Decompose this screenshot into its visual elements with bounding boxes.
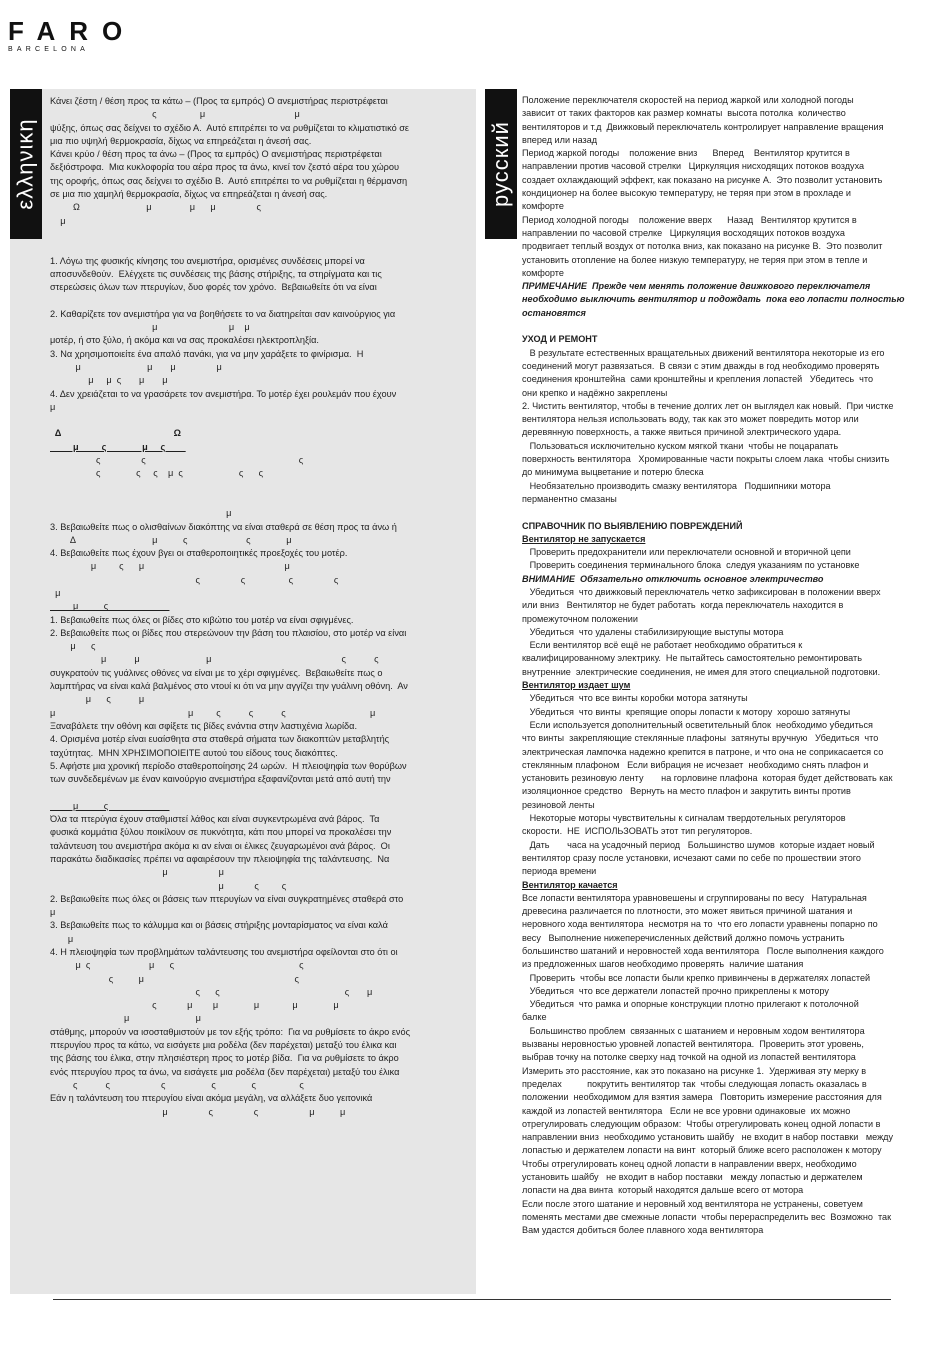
text-line: φυσικά κομμάτια ξύλου ποικίλουν σε πυκνότητα, κάτι που μπορεί να προκαλέσει την [50,827,392,838]
text-line: μ [50,215,66,226]
text-line: μοτέρ, ή στο ξύλο, ή ακόμα και να σας προκαλέσει ηλεκτροπληξία. [50,335,319,346]
text-line: Если вентилятор всё ещё не работает необходимо обратиться к [522,640,803,651]
blank-line [522,320,938,333]
text-line: μ [50,907,56,918]
text-line: ψύξης, όπως σας δείχνει το σχέδιο Α. Αυτό επιτρέπει το να ρυθμίζεται το κλιματιστικό σε [50,122,410,133]
text-line: продвигает теплый воздух от потолка вниз, как показано на рисунке В. Это позволит [522,241,883,252]
blank-line [50,786,470,799]
russian-tab-label: русский [488,121,514,207]
text-line: Κάνει ζέστη / θέση προς τα κάτω – (Προς τα εμπρός) Ο ανεμιστήρας περιστρέφεται [50,96,388,106]
text-line: деревянную поверхность, а также явиться причиной электрического удара. [522,427,842,438]
text-line: λαμπτήρας να είναι καλά βαλμένος στο ντουί κι ότι να μην αγγίζει την γυάλινη οθόνη. Αν [50,681,408,692]
text-line: вентилятора нельзя использовать воду, так как это может повредить мотор или [522,414,859,425]
text-line: 4. Βεβαιωθείτε πως έχουν βγει οι σταθεροποιητικές προεξοχές του μοτέρ. [50,548,348,559]
text-line: соединения кронштейна сами кронштейны и крепления лопастей Убедитесь что [522,374,874,385]
text-line: резиновой ленты [522,799,595,810]
text-line: Убедиться что движковый переключатель четко зафиксирован в положении вверх [522,586,881,597]
text-line: поменять местами две смежные лопасти чтобы перераспределить вес Возможно так [522,1211,892,1222]
russian-text-body [522,94,938,1238]
text-line: 1. Λόγω της φυσικής κίνησης του ανεμιστήρα, ορισμένες συνδέσεις μπορεί να [50,255,365,266]
blank-line [50,414,470,427]
blank-line [50,494,470,507]
text-line: комфорте [522,201,564,212]
text-line: Δ Ω [50,428,182,439]
text-line: Ω μ μ μ ς [50,202,261,213]
text-line: Вентилятор издает шум [522,680,631,691]
text-line: μ [50,933,74,944]
text-line: Κάνει κρύο / θέση προς τα άνω – (Προς τα εμπρός) Ο ανεμιστήρας περιστρέφεται [50,149,382,160]
text-line: отрегулировать следующим образом: Чтобы отрегулировать конец одной лопасти в [522,1118,881,1129]
text-line: Пользоваться исключительно куском мягкой ткани чтобы не поцарапать [522,440,839,451]
text-line: большинство шатаний и неровностей хода вентилятора После выполнения каждого [522,946,884,956]
text-line: внутренние электрические соединения, не имея для этого специальной подготовки. [522,666,881,677]
text-line: они крепко и надёжно закреплены [522,387,668,398]
blank-line [50,228,470,241]
text-line: Проверить соединения терминального блока следуя указаниям по установке [522,560,860,571]
text-line: μ ς ς [50,880,287,891]
text-line: неровного хода вентилятора несмотря на то что его лопасти уравнены попарно по [522,919,878,930]
text-line: ς ς ς μ ς ς ς [50,468,264,479]
text-line: Проверить чтобы все лопасти были крепко привинчены в держателях лопастей [522,972,871,983]
text-line: остановятся [522,307,586,318]
text-line: положении необходимом для взятия замера Повторить измерение расстояния для [522,1092,882,1103]
text-line: из предложенных шагов необходимо проверять наличие шатания [522,959,804,970]
blank-line [50,241,470,254]
text-line: соединений могут развязаться. В связи с этим дважды в год необходимо проверять [522,360,880,371]
text-line: ς ς ς [50,455,304,466]
text-line: στάθμης, μπορούν να ισοσταθμιστούν με τον εξής τρόπο: Για να ρυθμίσετε το άκρο ενός [50,1026,411,1037]
text-line: квалифицированному электрику. Не пытайтесь самостоятельно ремонтировать [522,653,862,664]
text-line: Измерить это расстояние, как это показано на рисунке 1. Удерживая эту мерку в [522,1065,867,1076]
text-line: Вам удастся добиться более плавного хода вентилятора [522,1225,764,1236]
text-line: μ μ μ [50,322,250,333]
text-line: δεξιόστροφα. Μια κυκλοφορία του αέρα προς τα άνω, κινεί τον ζεστό αέρα του χώρου [50,162,400,173]
text-line: 2. Βεβαιωθείτε πως όλες οι βάσεις των πτερυγίων να είναι συγκρατημένες σταθερά στο [50,893,404,904]
text-line: направлении по часовой стрелке Циркуляция восходящих потоков воздуха [522,227,845,238]
text-line: μ ς μ μ [50,561,290,572]
text-line: 4. Ορισμένα μοτέρ είναι ευαίσθητα στα σταθερά σήματα των διακοπτών μεταβλητής [50,734,390,745]
text-line: Чтобы отрегулировать конец одной лопасти в направлении вверх, необходимо [522,1158,857,1169]
text-line: σε μια πιο χαμηλή θερμοκρασία, δίχως να επηρεάζεται η άνεσή σας. [50,189,328,200]
text-line: установить резиновую ленту на горловине плафона которая будет действовать как [522,773,893,784]
text-line: УХОД И РЕМОНТ [522,334,598,345]
text-line: Убедиться что все держатели лопастей прочно прикреплены к мотору [522,985,829,996]
text-line: Убедиться что рамка и опорные конструкции плотно прилегают к потолочной [522,999,859,1010]
text-line: μ [50,587,61,598]
text-line: ς μ μ μ μ μ [50,1000,339,1011]
text-line: весу Выполнение нижеперечисленных действий должно помочь устранить [522,932,845,943]
text-line: скорости. НЕ ИСПОЛЬЗОВАТЬ этот тип регуляторов. [522,826,753,837]
text-line: Если после этого шатание и неровный ход вентилятора не устранены, советуем [522,1198,863,1209]
text-line: поверхность вентилятора Хромированные части покрыты слоем лака чтобы снизить [522,454,890,465]
text-line: Некоторые моторы чувствительны к сигналам твердотельных регуляторов [522,813,846,824]
text-line: стеклянным плафоном Если вибрация не исчезает необходимо снять плафон и [522,759,869,770]
text-line: Εάν η ταλάντευση του πτερυγίου είναι ακόμα μεγάλη, να αλλάξετε δυο γειτονικά [50,1093,373,1104]
russian-language-tab [485,89,517,239]
text-line: каждой из лопастей вентилятора Если не все уровни одинаковые их можно [522,1105,851,1116]
brand-city: BARCELONA [8,46,89,53]
text-line: της οροφής, όπως σας δείχνει το σχέδιο Β. Αυτό επιτρέπει το να ρυθμίζεται η θέρμανση [50,175,408,186]
text-line: ПРИМЕЧАНИЕ Прежде чем менять положение движкового переключателя [522,281,871,292]
text-line: αποσυνδεθούν. Ελέγχετε τις συνδέσεις της βάσης στήριξης, τα στηρίγματα και τις [50,268,382,279]
text-line: вентиляторов и т.д Движковый переключатель контролирует направление вращения [522,121,884,132]
text-line: ς μ ς [50,973,299,984]
text-line: электрическая лампочка надежно крепится в патроне, и что она не соприкасается со [522,746,884,757]
brand-name: FARO [8,16,137,46]
text-line: μ ς [50,641,96,652]
text-line: μ ς ς μ μ [50,1106,346,1117]
text-line: комфорте [522,267,564,278]
text-line: 5. Αφήστε μια χρονική περίοδο σταθεροποίησης 24 ωρών. Η πλειοψηφία των θορύβων [50,760,407,771]
text-line: μ ς μ ς [50,441,186,452]
text-line: στερεώσεις όλων των πτερυγίων, δυο φορές τον χρόνο. Βεβαιωθείτε ότι να είναι [50,282,377,293]
text-line: Период холодной погоды положение вверх Назад Вентилятор крутится в [522,214,857,225]
text-line: 3. Βεβαιωθείτε πως το κάλυμμα και οι βάσεις στήριξης μονταρίσματος να είναι καλά [50,920,388,931]
text-line: Ξαναβάλετε την οθόνη και σφίξετε τις βίδες ενάντια στην λαστιχένια λωρίδα. [50,720,358,731]
text-line: Όλα τα πτερύγια έχουν σταθμιστεί λάθος και είναι συγκεντρωμένα ανά βάρος. Τα [50,814,380,825]
text-line: μ μ [50,1013,201,1024]
text-line: Убедиться что винты крепящие опоры лопасти к мотору хорошо затянуты [522,706,851,717]
text-line: древесина различается по плотности, это может явиться причиной шатания и [522,906,853,917]
text-line: 3. Να χρησιμοποιείτε ένα απαλό πανάκι, για να μην χαράξετε το φινίρισμα. Η [50,348,364,359]
text-line: лопастью и держателем лопасти на винт который ближе всего расположен к мотору [522,1145,882,1156]
text-line: Убедиться что удалены стабилизирующие выступы мотора [522,626,784,637]
text-line: μ ς [50,800,170,811]
text-line: 3. Βεβαιωθείτε πως ο ολισθαίνων διακόπτης να είναι σταθερά σε θέση προς τα άνω ή [50,521,397,532]
text-line: μ μ ς ς ς μ [50,707,376,718]
text-line: μ ς μ ς ς [50,960,304,971]
text-line: μ [50,401,56,412]
text-line: ταλάντευση του ανεμιστήρα ακόμα κι αν είναι οι έλικες ζευγαρωμένοι ανά βάρος. Οι [50,840,390,851]
text-line: μ μ ς μ μ [50,375,168,386]
text-line: Необязательно производить смазку вентилятора Подшипники мотора [522,480,831,491]
text-line: μ μ μ ς ς [50,654,379,665]
text-line: 4. Δεν χρειάζεται το να γρασάρετε τον ανεμιστήρα. Το μοτέρ έχει ρουλεμάν που έχουν [50,388,397,399]
blank-line [50,481,470,494]
blank-line [50,294,470,307]
text-line: установить отопление на более низкую температуру, не теряя при этом в тепле и [522,254,868,265]
text-line: В результате естественных вращательных движений вентилятора некоторые из его [522,347,885,358]
text-line: παρακάτω διαδικασίες πρέπει να αφαιρέσουν την πλειοψηφία της ταλάντευσης. Να [50,853,390,864]
text-line: лопасти на два винта который находятся дальше всего от мотора [522,1185,804,1196]
text-line: μ [50,508,232,519]
text-line: 2. Βεβαιωθείτε πως οι βίδες που στερεώνουν την βάση του πλαισίου, στο μοτέρ να είναι [50,627,407,638]
text-line: μ ς [50,601,170,612]
text-line: Проверить предохранители или переключатели основной и вторичной цепи [522,547,851,558]
greek-tab-label: ελληνικη [13,118,39,210]
text-line: ВНИМАНИЕ Обязательно отключить основное электричество [522,573,824,584]
text-line: периода времени [522,866,597,877]
text-line: μ μ [50,867,224,878]
text-line: перманентно смазаны [522,493,617,504]
text-line: создает охлаждающий эффект, как показано на рисунке А. Это позволит установить [522,174,883,185]
text-line: или вниз Вентилятор не будет работать когда переключатель находится в [522,600,844,611]
text-line: ς ς ς ς [50,574,339,585]
text-line: до минимума выцветание и потерю блеска [522,467,704,478]
text-line: Если используется дополнительный осветительный блок необходимо убедиться [522,719,873,730]
text-line: Большинство проблем связанных с шатанием и неровным ходом вентилятора [522,1025,865,1036]
text-line: СПРАВОЧНИК ПО ВЫЯВЛЕНИЮ ПОВРЕЖДЕНИЙ [522,520,743,531]
greek-section [10,89,476,1294]
text-line: кондиционер на более высокую температуру, не теряя при этом в прохладе и [522,188,852,199]
text-line: промежуточном положении [522,613,638,624]
text-line: της βάσης του έλικα, στην πλησιέστερη προς το μοτέρ βίδα. Για να ρυθμίσετε το άκρο [50,1053,399,1064]
text-line: 1. Βεβαιωθείτε πως όλες οι βίδες στο κιβώτιο του μοτέρ να είναι σφιγμένες. [50,614,354,625]
greek-text-body [50,95,470,1119]
text-line: 2. Чистить вентилятор, чтобы в течение долгих лет он выглядел как новый. При чистке [522,400,894,411]
text-line: направлении против часовой стрелки Циркуляция нисходящих потоков воздуха [522,161,865,172]
text-line: вызваны неровностью уровней лопастей вентилятора. Проверить этот уровень, [522,1039,864,1050]
text-line: балке [522,1012,547,1023]
text-line: Δ μ ς ς μ [50,534,292,545]
greek-language-tab [10,89,42,239]
text-line: ς μ μ [50,109,300,120]
text-line: μ μ μ μ [50,361,222,372]
text-line: ταχύτητας. ΜΗΝ ΧΡΗΣΙΜΟΠΟΙΕΙΤΕ αυτού του είδους τους διακόπτες. [50,747,338,758]
text-line: μια πιο υψηλή θερμοκρασία, δίχως να επηρεάζεται η άνεσή σας. [50,135,312,146]
text-line: зависит от таких факторов как размер комнаты высота потолка количество [522,108,846,119]
text-line: что винты закрепляющие стеклянные плафоны затянуты вручную Убедиться что [522,733,879,744]
text-line: вперед или назад [522,134,598,145]
text-line: Вентилятор не запускается [522,533,646,544]
text-line: изоляционное средство Вернуть на место плафон и закрутить винты против [522,786,851,797]
text-line: 2. Καθαρίζετε τον ανεμιστήρα για να βοηθήσετε το να διατηρείται σαν καινούργιος για [50,308,396,319]
russian-section [485,89,940,1294]
text-line: Убедиться что все винты коробки мотора затянуты [522,693,748,704]
text-line: Все лопасти вентилятора уравновешены и сгруппированы по весу Натуральная [522,892,867,903]
text-line: Вентилятор качается [522,879,618,890]
text-line: συγκρατούν τις γυάλινες οθόνες να είναι με το χέρι σφιγμένες. Βεβαιωθείτε πως ο [50,667,383,678]
text-line: выбрав точку на потолке сверху над точкой на одной из лопастей вентилятора [522,1052,856,1063]
bottom-divider [53,1299,891,1300]
text-line: πτερυγίου προς τα κάτω, να εισάγετε μια ροδέλα (δεν παρέχεται) μεταξύ του έλικα και [50,1040,397,1051]
faro-logo [8,18,158,54]
text-line: направлении вниз необходимо установить шайбу не входит в набор поставки между [522,1132,893,1143]
text-line: необходимо выключить вентилятор и подождать пока его лопасти полностью [522,294,905,305]
text-line: μ ς μ [50,694,145,705]
text-line: Положение переключателя скоростей на период жаркой или холодной погоды [522,95,854,105]
text-line: пределах покрутить вентилятор так чтобы следующая лопасть оказалась в [522,1078,867,1089]
text-line: установить шайбу не входит в набор поставки между лопастью и держателем [522,1172,863,1183]
text-line: Период жаркой погоды положение вниз Вперед Вентилятор крутится в [522,148,850,159]
text-line: 4. Η πλειοψηφία των προβλημάτων ταλάντευσης του ανεμιστήρα οφείλονται στο ότι οι [50,947,398,957]
text-line: των συνδεδεμένων με έναν καινούργιο ανεμιστήρα εξαφανίζονται μετά από αυτή την [50,774,391,785]
text-line: ς ς ς ς ς ς [50,1079,304,1090]
text-line: вентилятор сразу после установки, исчезают сами по себе по прошествии этого [522,852,861,863]
text-line: ενός πτερυγίου προς τα άνω, να εισάγετε μια ροδέλα (δεν παρέχεται) μεταξύ του έλικα [50,1066,400,1077]
blank-line [522,506,938,519]
text-line: Дать часа на усадочный период Большинство шумов которые издает новый [522,839,875,850]
text-line: ς ς ς μ [50,986,373,997]
